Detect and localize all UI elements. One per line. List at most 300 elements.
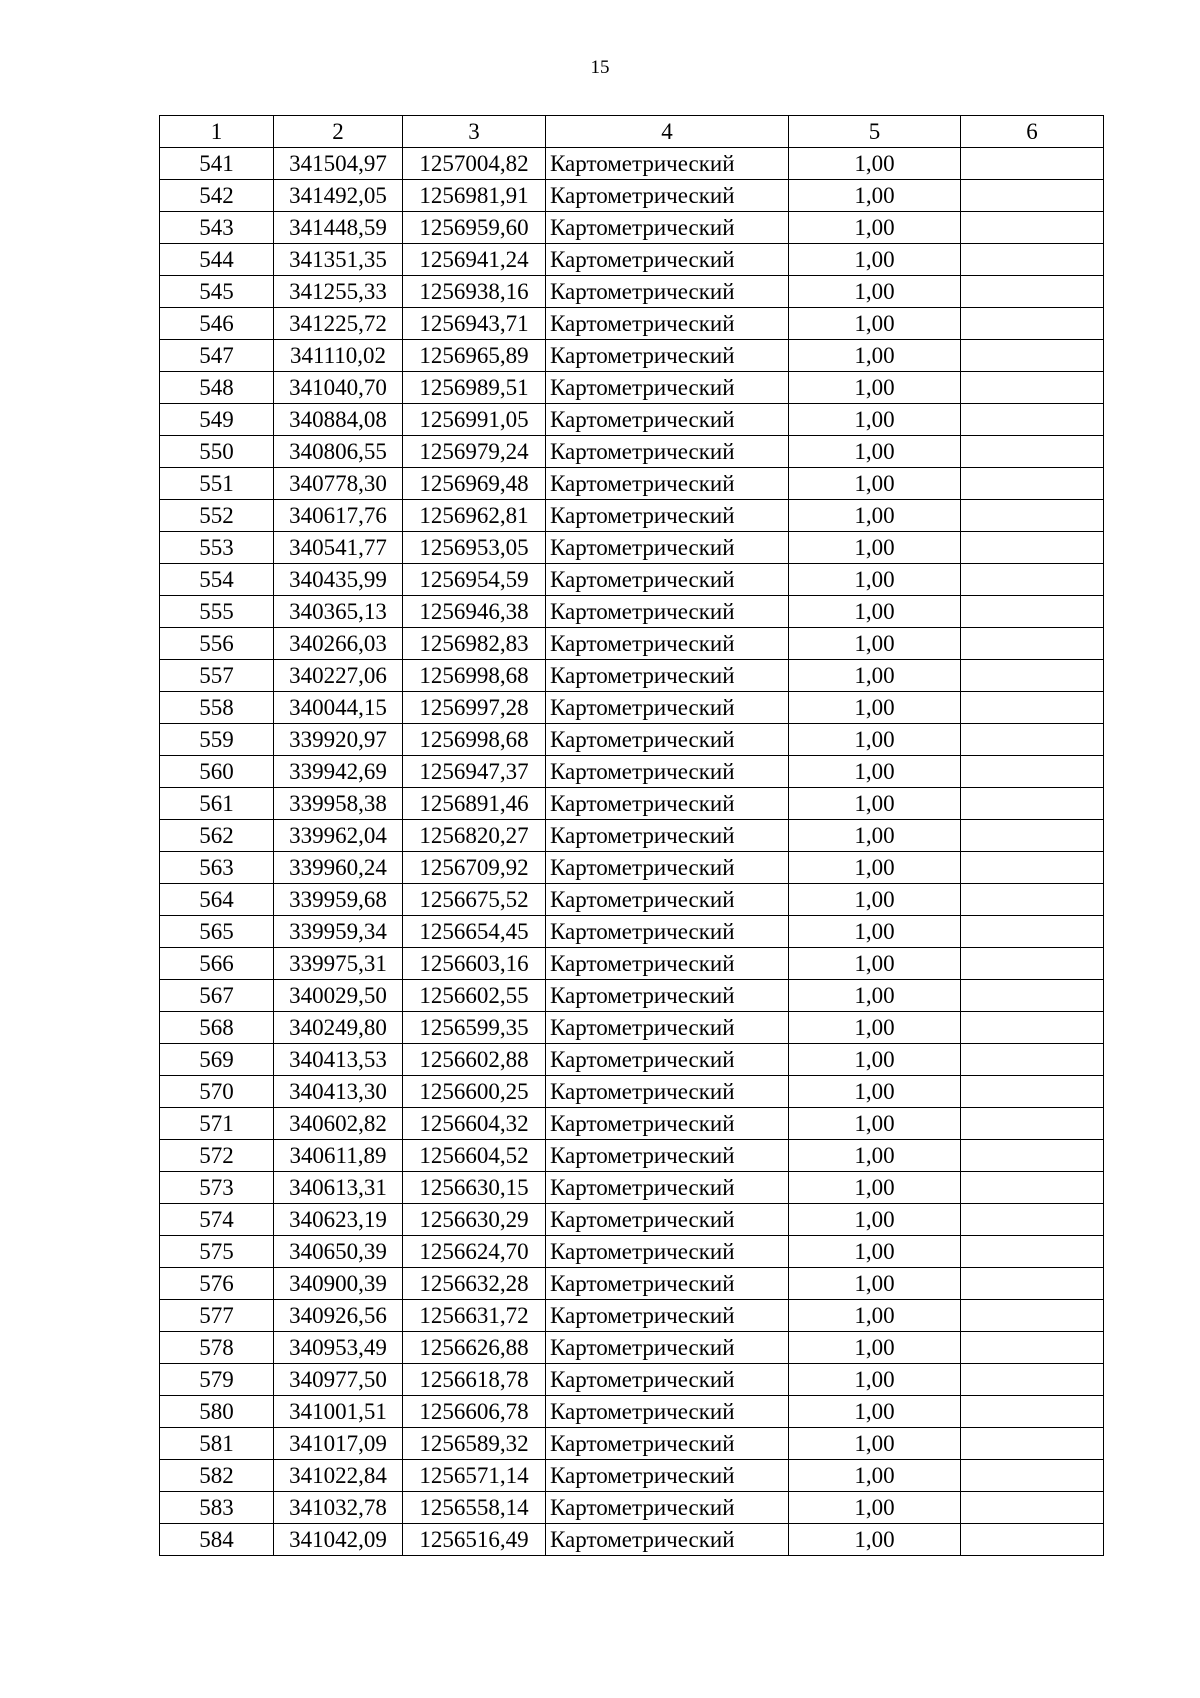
accuracy-cell: 1,00 (789, 1396, 961, 1428)
y-coordinate-cell: 1257004,82 (403, 148, 546, 180)
x-coordinate-cell: 340266,03 (274, 628, 403, 660)
note-cell (961, 1460, 1104, 1492)
note-cell (961, 1108, 1104, 1140)
table-row (160, 532, 1104, 564)
table-row (160, 820, 1104, 852)
header-col-6: 6 (961, 116, 1104, 148)
method-cell: Картометрический (546, 244, 789, 276)
accuracy-cell: 1,00 (789, 532, 961, 564)
header-row (160, 116, 1104, 148)
y-coordinate-cell: 1256954,59 (403, 564, 546, 596)
header-col-1: 1 (160, 116, 274, 148)
table-row (160, 1428, 1104, 1460)
method-cell: Картометрический (546, 1332, 789, 1364)
table-row (160, 1524, 1104, 1556)
y-coordinate-cell: 1256991,05 (403, 404, 546, 436)
x-coordinate-cell: 341351,35 (274, 244, 403, 276)
note-cell (961, 1300, 1104, 1332)
table-row (160, 276, 1104, 308)
y-coordinate-cell: 1256941,24 (403, 244, 546, 276)
accuracy-cell: 1,00 (789, 596, 961, 628)
y-coordinate-cell: 1256998,68 (403, 660, 546, 692)
point-number-cell: 580 (160, 1396, 274, 1428)
note-cell (961, 788, 1104, 820)
y-coordinate-cell: 1256624,70 (403, 1236, 546, 1268)
accuracy-cell: 1,00 (789, 372, 961, 404)
y-coordinate-cell: 1256618,78 (403, 1364, 546, 1396)
point-number-cell: 575 (160, 1236, 274, 1268)
x-coordinate-cell: 341448,59 (274, 212, 403, 244)
accuracy-cell: 1,00 (789, 308, 961, 340)
y-coordinate-cell: 1256589,32 (403, 1428, 546, 1460)
table-header (160, 116, 1104, 148)
table-row (160, 180, 1104, 212)
y-coordinate-cell: 1256606,78 (403, 1396, 546, 1428)
table-row (160, 148, 1104, 180)
x-coordinate-cell: 340650,39 (274, 1236, 403, 1268)
note-cell (961, 1396, 1104, 1428)
y-coordinate-cell: 1256962,81 (403, 500, 546, 532)
note-cell (961, 596, 1104, 628)
note-cell (961, 1044, 1104, 1076)
accuracy-cell: 1,00 (789, 1492, 961, 1524)
point-number-cell: 560 (160, 756, 274, 788)
accuracy-cell: 1,00 (789, 1300, 961, 1332)
y-coordinate-cell: 1256604,52 (403, 1140, 546, 1172)
y-coordinate-cell: 1256631,72 (403, 1300, 546, 1332)
y-coordinate-cell: 1256891,46 (403, 788, 546, 820)
point-number-cell: 573 (160, 1172, 274, 1204)
note-cell (961, 628, 1104, 660)
table-row (160, 1396, 1104, 1428)
table-row (160, 1364, 1104, 1396)
method-cell: Картометрический (546, 404, 789, 436)
note-cell (961, 276, 1104, 308)
table-row (160, 1204, 1104, 1236)
y-coordinate-cell: 1256820,27 (403, 820, 546, 852)
accuracy-cell: 1,00 (789, 724, 961, 756)
x-coordinate-cell: 340953,49 (274, 1332, 403, 1364)
table-row (160, 980, 1104, 1012)
note-cell (961, 1364, 1104, 1396)
accuracy-cell: 1,00 (789, 788, 961, 820)
x-coordinate-cell: 340613,31 (274, 1172, 403, 1204)
x-coordinate-cell: 339920,97 (274, 724, 403, 756)
note-cell (961, 532, 1104, 564)
table-body (160, 148, 1104, 1556)
y-coordinate-cell: 1256965,89 (403, 340, 546, 372)
note-cell (961, 500, 1104, 532)
accuracy-cell: 1,00 (789, 1428, 961, 1460)
point-number-cell: 554 (160, 564, 274, 596)
x-coordinate-cell: 341504,97 (274, 148, 403, 180)
note-cell (961, 1076, 1104, 1108)
point-number-cell: 567 (160, 980, 274, 1012)
accuracy-cell: 1,00 (789, 1172, 961, 1204)
table-row (160, 628, 1104, 660)
method-cell: Картометрический (546, 1300, 789, 1332)
x-coordinate-cell: 341001,51 (274, 1396, 403, 1428)
note-cell (961, 724, 1104, 756)
header-col-5: 5 (789, 116, 961, 148)
table-row (160, 212, 1104, 244)
accuracy-cell: 1,00 (789, 148, 961, 180)
point-number-cell: 555 (160, 596, 274, 628)
x-coordinate-cell: 340884,08 (274, 404, 403, 436)
point-number-cell: 574 (160, 1204, 274, 1236)
table-row (160, 660, 1104, 692)
method-cell: Картометрический (546, 980, 789, 1012)
method-cell: Картометрический (546, 1172, 789, 1204)
note-cell (961, 564, 1104, 596)
accuracy-cell: 1,00 (789, 244, 961, 276)
x-coordinate-cell: 341022,84 (274, 1460, 403, 1492)
y-coordinate-cell: 1256938,16 (403, 276, 546, 308)
point-number-cell: 556 (160, 628, 274, 660)
method-cell: Картометрический (546, 564, 789, 596)
y-coordinate-cell: 1256602,55 (403, 980, 546, 1012)
method-cell: Картометрический (546, 948, 789, 980)
table-row (160, 404, 1104, 436)
accuracy-cell: 1,00 (789, 468, 961, 500)
accuracy-cell: 1,00 (789, 820, 961, 852)
accuracy-cell: 1,00 (789, 884, 961, 916)
table-row (160, 564, 1104, 596)
note-cell (961, 852, 1104, 884)
y-coordinate-cell: 1256997,28 (403, 692, 546, 724)
x-coordinate-cell: 339959,68 (274, 884, 403, 916)
x-coordinate-cell: 339959,34 (274, 916, 403, 948)
table-row (160, 948, 1104, 980)
x-coordinate-cell: 340623,19 (274, 1204, 403, 1236)
note-cell (961, 468, 1104, 500)
x-coordinate-cell: 339975,31 (274, 948, 403, 980)
point-number-cell: 559 (160, 724, 274, 756)
y-coordinate-cell: 1256946,38 (403, 596, 546, 628)
point-number-cell: 549 (160, 404, 274, 436)
y-coordinate-cell: 1256571,14 (403, 1460, 546, 1492)
table-row (160, 1076, 1104, 1108)
table-row (160, 1236, 1104, 1268)
point-number-cell: 565 (160, 916, 274, 948)
point-number-cell: 542 (160, 180, 274, 212)
method-cell: Картометрический (546, 1044, 789, 1076)
x-coordinate-cell: 340778,30 (274, 468, 403, 500)
note-cell (961, 1268, 1104, 1300)
x-coordinate-cell: 339942,69 (274, 756, 403, 788)
method-cell: Картометрический (546, 756, 789, 788)
method-cell: Картометрический (546, 1236, 789, 1268)
accuracy-cell: 1,00 (789, 1204, 961, 1236)
x-coordinate-cell: 340926,56 (274, 1300, 403, 1332)
method-cell: Картометрический (546, 340, 789, 372)
note-cell (961, 1012, 1104, 1044)
x-coordinate-cell: 340249,80 (274, 1012, 403, 1044)
note-cell (961, 884, 1104, 916)
table-row (160, 500, 1104, 532)
accuracy-cell: 1,00 (789, 180, 961, 212)
point-number-cell: 561 (160, 788, 274, 820)
accuracy-cell: 1,00 (789, 692, 961, 724)
note-cell (961, 180, 1104, 212)
method-cell: Картометрический (546, 1364, 789, 1396)
table-row (160, 756, 1104, 788)
y-coordinate-cell: 1256675,52 (403, 884, 546, 916)
note-cell (961, 1428, 1104, 1460)
note-cell (961, 244, 1104, 276)
method-cell: Картометрический (546, 596, 789, 628)
note-cell (961, 404, 1104, 436)
method-cell: Картометрический (546, 724, 789, 756)
method-cell: Картометрический (546, 1396, 789, 1428)
method-cell: Картометрический (546, 788, 789, 820)
table-row (160, 1012, 1104, 1044)
accuracy-cell: 1,00 (789, 1108, 961, 1140)
point-number-cell: 570 (160, 1076, 274, 1108)
table-row (160, 1268, 1104, 1300)
note-cell (961, 820, 1104, 852)
accuracy-cell: 1,00 (789, 340, 961, 372)
x-coordinate-cell: 340602,82 (274, 1108, 403, 1140)
point-number-cell: 572 (160, 1140, 274, 1172)
table-row (160, 1140, 1104, 1172)
x-coordinate-cell: 341042,09 (274, 1524, 403, 1556)
note-cell (961, 212, 1104, 244)
point-number-cell: 571 (160, 1108, 274, 1140)
note-cell (961, 308, 1104, 340)
point-number-cell: 578 (160, 1332, 274, 1364)
note-cell (961, 692, 1104, 724)
y-coordinate-cell: 1256953,05 (403, 532, 546, 564)
y-coordinate-cell: 1256989,51 (403, 372, 546, 404)
table-row (160, 1300, 1104, 1332)
accuracy-cell: 1,00 (789, 980, 961, 1012)
method-cell: Картометрический (546, 308, 789, 340)
method-cell: Картометрический (546, 212, 789, 244)
point-number-cell: 563 (160, 852, 274, 884)
y-coordinate-cell: 1256981,91 (403, 180, 546, 212)
method-cell: Картометрический (546, 276, 789, 308)
method-cell: Картометрический (546, 1012, 789, 1044)
point-number-cell: 552 (160, 500, 274, 532)
accuracy-cell: 1,00 (789, 212, 961, 244)
table-row (160, 340, 1104, 372)
y-coordinate-cell: 1256998,68 (403, 724, 546, 756)
point-number-cell: 544 (160, 244, 274, 276)
table-row (160, 308, 1104, 340)
point-number-cell: 579 (160, 1364, 274, 1396)
x-coordinate-cell: 340541,77 (274, 532, 403, 564)
x-coordinate-cell: 341492,05 (274, 180, 403, 212)
point-number-cell: 547 (160, 340, 274, 372)
method-cell: Картометрический (546, 1076, 789, 1108)
table-row (160, 1108, 1104, 1140)
point-number-cell: 545 (160, 276, 274, 308)
y-coordinate-cell: 1256626,88 (403, 1332, 546, 1364)
point-number-cell: 583 (160, 1492, 274, 1524)
note-cell (961, 1332, 1104, 1364)
table-row (160, 468, 1104, 500)
method-cell: Картометрический (546, 532, 789, 564)
y-coordinate-cell: 1256630,15 (403, 1172, 546, 1204)
table-row (160, 1044, 1104, 1076)
point-number-cell: 564 (160, 884, 274, 916)
accuracy-cell: 1,00 (789, 628, 961, 660)
note-cell (961, 916, 1104, 948)
note-cell (961, 1140, 1104, 1172)
x-coordinate-cell: 341040,70 (274, 372, 403, 404)
method-cell: Картометрический (546, 1140, 789, 1172)
table-row (160, 1172, 1104, 1204)
note-cell (961, 1236, 1104, 1268)
y-coordinate-cell: 1256604,32 (403, 1108, 546, 1140)
table-row (160, 596, 1104, 628)
accuracy-cell: 1,00 (789, 500, 961, 532)
method-cell: Картометрический (546, 180, 789, 212)
point-number-cell: 546 (160, 308, 274, 340)
x-coordinate-cell: 341017,09 (274, 1428, 403, 1460)
y-coordinate-cell: 1256600,25 (403, 1076, 546, 1108)
note-cell (961, 1204, 1104, 1236)
table-row (160, 884, 1104, 916)
table-row (160, 1332, 1104, 1364)
method-cell: Картометрический (546, 1524, 789, 1556)
note-cell (961, 756, 1104, 788)
accuracy-cell: 1,00 (789, 852, 961, 884)
accuracy-cell: 1,00 (789, 1140, 961, 1172)
x-coordinate-cell: 340611,89 (274, 1140, 403, 1172)
accuracy-cell: 1,00 (789, 1076, 961, 1108)
x-coordinate-cell: 340413,53 (274, 1044, 403, 1076)
table-row (160, 1492, 1104, 1524)
page-number: 15 (590, 57, 610, 78)
point-number-cell: 543 (160, 212, 274, 244)
y-coordinate-cell: 1256959,60 (403, 212, 546, 244)
method-cell: Картометрический (546, 436, 789, 468)
accuracy-cell: 1,00 (789, 660, 961, 692)
accuracy-cell: 1,00 (789, 564, 961, 596)
point-number-cell: 551 (160, 468, 274, 500)
y-coordinate-cell: 1256599,35 (403, 1012, 546, 1044)
accuracy-cell: 1,00 (789, 756, 961, 788)
method-cell: Картометрический (546, 1428, 789, 1460)
point-number-cell: 541 (160, 148, 274, 180)
x-coordinate-cell: 340617,76 (274, 500, 403, 532)
accuracy-cell: 1,00 (789, 404, 961, 436)
method-cell: Картометрический (546, 1460, 789, 1492)
y-coordinate-cell: 1256969,48 (403, 468, 546, 500)
method-cell: Картометрический (546, 852, 789, 884)
x-coordinate-cell: 341110,02 (274, 340, 403, 372)
point-number-cell: 581 (160, 1428, 274, 1460)
x-coordinate-cell: 341225,72 (274, 308, 403, 340)
point-number-cell: 577 (160, 1300, 274, 1332)
y-coordinate-cell: 1256979,24 (403, 436, 546, 468)
accuracy-cell: 1,00 (789, 1460, 961, 1492)
note-cell (961, 980, 1104, 1012)
y-coordinate-cell: 1256943,71 (403, 308, 546, 340)
note-cell (961, 948, 1104, 980)
point-number-cell: 548 (160, 372, 274, 404)
y-coordinate-cell: 1256982,83 (403, 628, 546, 660)
note-cell (961, 1524, 1104, 1556)
point-number-cell: 550 (160, 436, 274, 468)
point-number-cell: 566 (160, 948, 274, 980)
accuracy-cell: 1,00 (789, 1044, 961, 1076)
method-cell: Картометрический (546, 660, 789, 692)
table-row (160, 372, 1104, 404)
table-row (160, 1460, 1104, 1492)
point-number-cell: 576 (160, 1268, 274, 1300)
accuracy-cell: 1,00 (789, 276, 961, 308)
table-row (160, 244, 1104, 276)
accuracy-cell: 1,00 (789, 1012, 961, 1044)
y-coordinate-cell: 1256602,88 (403, 1044, 546, 1076)
method-cell: Картометрический (546, 1108, 789, 1140)
point-number-cell: 557 (160, 660, 274, 692)
method-cell: Картометрический (546, 628, 789, 660)
point-number-cell: 584 (160, 1524, 274, 1556)
table-row (160, 724, 1104, 756)
point-number-cell: 582 (160, 1460, 274, 1492)
y-coordinate-cell: 1256654,45 (403, 916, 546, 948)
method-cell: Картометрический (546, 468, 789, 500)
x-coordinate-cell: 339962,04 (274, 820, 403, 852)
y-coordinate-cell: 1256630,29 (403, 1204, 546, 1236)
header-col-2: 2 (274, 116, 403, 148)
note-cell (961, 148, 1104, 180)
method-cell: Картометрический (546, 148, 789, 180)
point-number-cell: 553 (160, 532, 274, 564)
point-number-cell: 558 (160, 692, 274, 724)
table-row (160, 916, 1104, 948)
note-cell (961, 1492, 1104, 1524)
x-coordinate-cell: 340365,13 (274, 596, 403, 628)
accuracy-cell: 1,00 (789, 1268, 961, 1300)
note-cell (961, 1172, 1104, 1204)
x-coordinate-cell: 340044,15 (274, 692, 403, 724)
x-coordinate-cell: 341255,33 (274, 276, 403, 308)
y-coordinate-cell: 1256947,37 (403, 756, 546, 788)
accuracy-cell: 1,00 (789, 1236, 961, 1268)
x-coordinate-cell: 340227,06 (274, 660, 403, 692)
y-coordinate-cell: 1256558,14 (403, 1492, 546, 1524)
method-cell: Картометрический (546, 820, 789, 852)
note-cell (961, 436, 1104, 468)
method-cell: Картометрический (546, 1204, 789, 1236)
accuracy-cell: 1,00 (789, 1364, 961, 1396)
header-col-3: 3 (403, 116, 546, 148)
x-coordinate-cell: 341032,78 (274, 1492, 403, 1524)
note-cell (961, 660, 1104, 692)
table-row (160, 852, 1104, 884)
x-coordinate-cell: 340806,55 (274, 436, 403, 468)
point-number-cell: 568 (160, 1012, 274, 1044)
x-coordinate-cell: 340413,30 (274, 1076, 403, 1108)
method-cell: Картометрический (546, 916, 789, 948)
accuracy-cell: 1,00 (789, 1332, 961, 1364)
table-row (160, 692, 1104, 724)
method-cell: Картометрический (546, 692, 789, 724)
point-number-cell: 562 (160, 820, 274, 852)
accuracy-cell: 1,00 (789, 948, 961, 980)
y-coordinate-cell: 1256516,49 (403, 1524, 546, 1556)
method-cell: Картометрический (546, 372, 789, 404)
accuracy-cell: 1,00 (789, 916, 961, 948)
accuracy-cell: 1,00 (789, 1524, 961, 1556)
y-coordinate-cell: 1256709,92 (403, 852, 546, 884)
x-coordinate-cell: 340977,50 (274, 1364, 403, 1396)
